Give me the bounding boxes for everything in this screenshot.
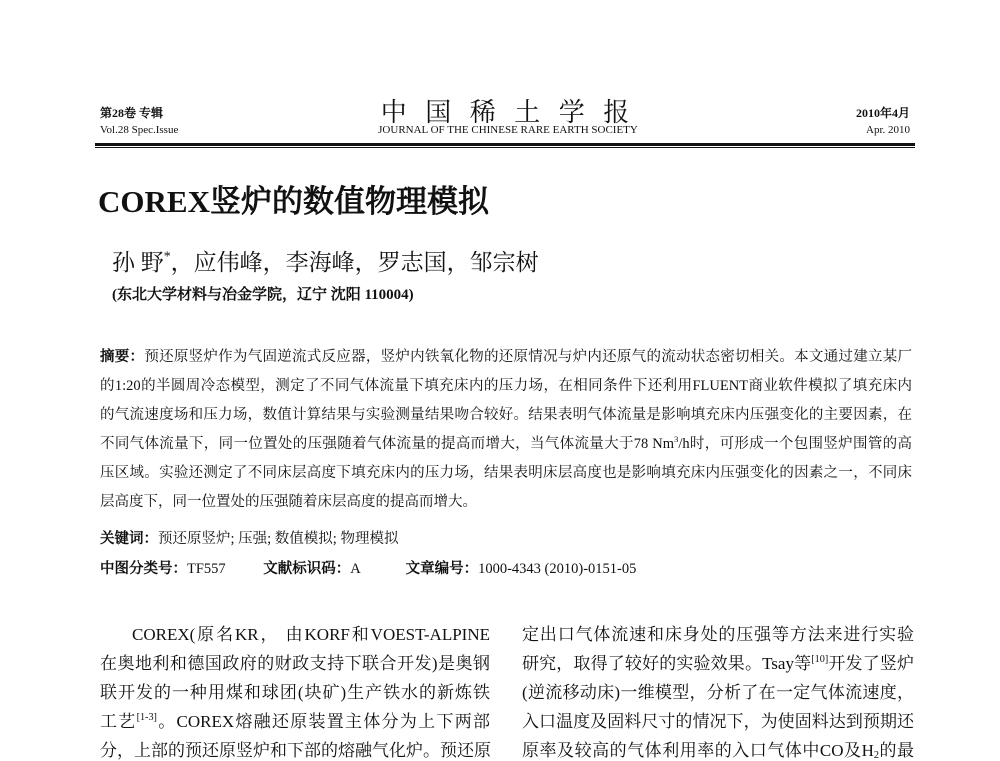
volume-en: Vol.28 Spec.Issue — [100, 124, 179, 136]
abstract-line — [100, 432, 912, 453]
body-line: 在奥地利和德国政府的财政支持下联合开发)是奥钢 — [100, 654, 490, 673]
body-line: (逆流移动床)一维模型，分析了在一定气体流速度， — [522, 683, 914, 702]
body-line: COREX(原名KR， 由KORF和VOEST-ALPINE — [132, 625, 490, 644]
abstract-line: 层高度下，同一位置处的压强随着床层高度的提高而增大。 — [100, 494, 477, 510]
keywords — [100, 527, 398, 548]
body-line: 分，上部的预还原竖炉和下部的熔融气化炉。预还原 — [100, 741, 491, 760]
superscript: 3 — [673, 433, 679, 444]
doc-code: A — [350, 561, 360, 577]
keywords-label: 关键词： — [100, 531, 158, 547]
body-line — [100, 707, 490, 732]
abstract-line: 的1:20的半圆周冷态模型，测定了不同气体流量下填充床内的压力场，在相同条件下还利用FLUENT商业软件模拟了填充床内 — [100, 378, 912, 394]
body-line: 入口温度及固料尺寸的情况下，为使固料达到预期还 — [522, 712, 914, 731]
abstract-line: 的气流速度场和压力场，数值计算结果与实验测量结果吻合较好。结果表明气体流量是影响填充床内压强变化的主要因素，在 — [100, 407, 912, 423]
journal-title-cn: 中 国 稀 土 学 报 — [380, 98, 636, 127]
doc-code-label: 文献标识码： — [263, 561, 351, 577]
article-id-label: 文章编号： — [405, 561, 479, 577]
body-text: 研究，取得了较好的实验效果。Tsay等 — [522, 654, 812, 673]
body-text: 的最 — [878, 741, 915, 760]
body-line — [522, 649, 914, 674]
abstract-text: /h时，可形成一个包围竖炉围管的高 — [678, 436, 912, 452]
abstract-label: 摘要： — [100, 349, 145, 365]
keywords-text: 预还原竖炉; 压强; 数值模拟; 物理模拟 — [158, 531, 399, 547]
body-text: 。COREX熔融还原装置主体分为上下两部 — [156, 712, 490, 731]
date-en: Apr. 2010 — [866, 124, 910, 136]
body-line: 联开发的一种用煤和球团(块矿)生产铁水的新炼铁 — [100, 683, 490, 702]
authors — [112, 244, 539, 277]
body-text: 开发了竖炉 — [828, 654, 915, 673]
affiliation: (东北大学材料与冶金学院，辽宁 沈阳 110004) — [112, 287, 414, 303]
clc-number: TF557 — [187, 561, 226, 577]
body-text: 原率及较高的气体利用率的入口气体中CO及H — [522, 741, 874, 760]
citation: [1-3] — [136, 711, 157, 723]
volume-cn: 第28卷 专辑 — [100, 106, 164, 120]
subscript: 2 — [873, 750, 879, 761]
author-rest: ，应伟峰，李海峰，罗志国，邹宗树 — [170, 250, 539, 275]
body-text: 工艺 — [100, 712, 137, 731]
paper-title: COREX竖炉的数值物理模拟 — [98, 184, 489, 219]
corresponding-mark: * — [163, 248, 171, 264]
abstract-line: 预还原竖炉作为气固逆流式反应器，竖炉内铁氧化物的还原情况与炉内还原气的流动状态密切相关。本文通过建立某厂 — [144, 349, 913, 365]
clc-label: 中图分类号： — [100, 561, 187, 577]
body-line: 定出口气体流速和床身处的压强等方法来进行实验 — [522, 625, 914, 644]
date-cn: 2010年4月 — [855, 106, 910, 120]
header-rule — [95, 143, 915, 148]
abstract-text: 不同气体流量下，同一位置处的压强随着气体流量的提高而增大，当气体流量大于78 Nm — [100, 436, 674, 452]
body-line — [522, 736, 914, 761]
article-id: 1000-4343 (2010)-0151-05 — [478, 561, 637, 577]
journal-title-en: JOURNAL OF THE CHINESE RARE EARTH SOCIETY — [378, 124, 638, 136]
author-first: 孙 野 — [112, 250, 164, 275]
abstract-line: 压区域。实验还测定了不同床层高度下填充床内的压力场，结果表明床层高度也是影响填充床内压强变化的因素之一，不同床 — [100, 465, 912, 481]
classification — [100, 557, 636, 578]
citation: [10] — [811, 653, 829, 665]
